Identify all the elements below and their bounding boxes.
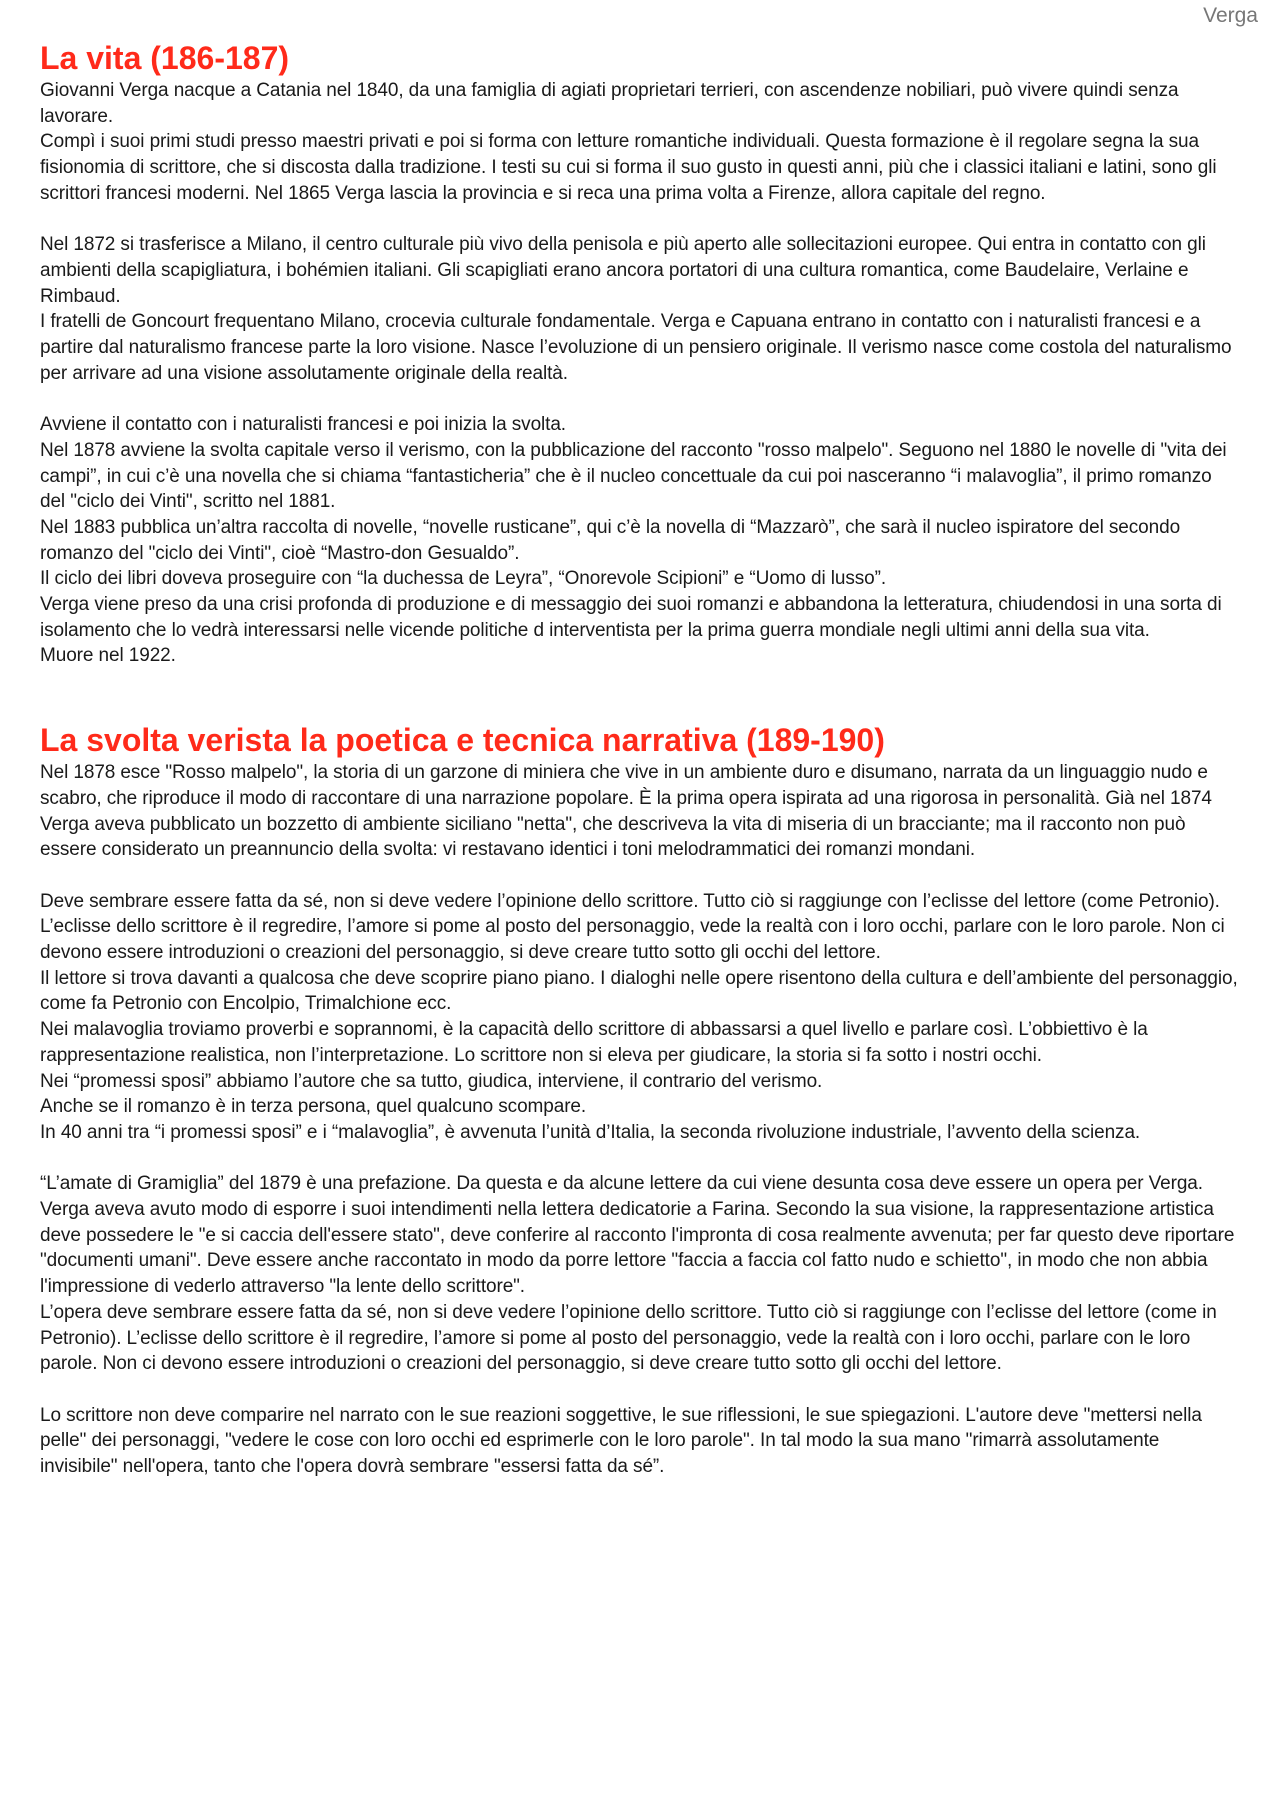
paragraph-spacer: [40, 386, 1240, 412]
paragraph: Anche se il romanzo è in terza persona, quel qualcuno scompare.: [40, 1096, 587, 1118]
paragraph: I fratelli de Goncourt frequentano Milano, crocevia culturale fondamentale. Verga e Capuana entrano in contatto con i naturalisti francesi e a partire dal naturalismo francese parte la loro visione. Nasce l’evoluzione di un pensiero originale. Il verismo nasce come costola del naturalismo per arrivare ad una visione assolutamente originale della realtà.: [40, 311, 1232, 384]
paragraph: Il lettore si trova davanti a qualcosa che deve scoprire piano piano. I dialoghi nelle opere risentono della cultura e dell’ambiente del personaggio, come fa Petronio con Encolpio, Trimalchione ecc.: [40, 967, 1238, 1015]
paragraph: Lo scrittore non deve comparire nel narrato con le sue reazioni soggettive, le sue riflessioni, le sue spiegazioni. L'autore deve "mettersi nella pelle" dei personaggi, "vedere le cose con loro occhi ed esprimerle con le loro parole". In tal modo la sua mano "rimarrà assolutamente invisibile" nell'opera, tanto che l'opera dovrà sembrare "essersi fatta da sé”.: [40, 1404, 1202, 1478]
paragraph: Nei malavoglia troviamo proverbi e soprannomi, è la capacità dello scrittore di abbassarsi a quel livello e parlare così. L’obbiettivo è la rappresentazione realistica, non l’interpretazione. Lo scrittore non si eleva per giudicare, la storia si fa sotto i nostri occhi.: [40, 1019, 1148, 1066]
paragraph: In 40 anni tra “i promessi sposi” e i “malavoglia”, è avvenuta l’unità d’Italia, la seconda rivoluzione industriale, l’avvento della scienza.: [40, 1121, 1141, 1143]
paragraph-spacer: [40, 1377, 1240, 1403]
section-svolta-verista: [40, 720, 1240, 1480]
section-la-vita: [40, 38, 1240, 669]
paragraph-spacer: [40, 1146, 1240, 1172]
paragraph: Nel 1878 avviene la svolta capitale verso il verismo, con la pubblicazione del racconto "rosso malpelo". Seguono nel 1880 le novelle di "vita dei campi”, in cui c’è una novella che si chiama “fantasticheria” che è il nucleo concettuale da cui poi nasceranno “i malavoglia”, il primo romanzo del "ciclo dei Vinti", scritto nel 1881.: [40, 439, 1227, 513]
section-body-la-vita: [40, 78, 1240, 669]
paragraph: Avviene il contatto con i naturalisti francesi e poi inizia la svolta.: [40, 414, 566, 436]
paragraph: “L’amate di Gramiglia” del 1879 è una prefazione. Da questa e da alcune lettere da cui viene desunta cosa deve essere un opera per Verga.: [40, 1173, 1203, 1195]
paragraph: Nel 1883 pubblica un’altra raccolta di novelle, “novelle rusticane”, qui c’è la novella di “Mazzarò”, che sarà il nucleo ispiratore del secondo romanzo del "ciclo dei Vinti", cioè “Mastro-don Gesualdo”.: [40, 516, 1181, 564]
section-title-svolta-verista: La svolta verista la poetica e tecnica narrativa (189-190): [40, 722, 885, 759]
paragraph: Nei “promessi sposi” abbiamo l’autore che sa tutto, giudica, interviene, il contrario del verismo.: [40, 1070, 823, 1092]
paragraph: Il ciclo dei libri doveva proseguire con “la duchessa de Leyra”, “Onorevole Scipioni” e “Uomo di lusso”.: [40, 568, 887, 590]
paragraph: L’opera deve sembrare essere fatta da sé, non si deve vedere l’opinione dello scrittore. Tutto ciò si raggiunge con l’eclisse del lettore (come in Petronio). L’eclisse dello scrittore è il regredire, l’amore si pome al posto del personaggio, vede la realtà con i loro occhi, parlare con le loro parole. Non ci devono essere introduzioni o creazioni del personaggio, si deve creare tutto sotto gli occhi del lettore.: [40, 1301, 1217, 1375]
paragraph: Giovanni Verga nacque a Catania nel 1840, da una famiglia di agiati proprietari terrieri, con ascendenze nobiliari, può vivere quindi senza lavorare.: [40, 80, 1179, 127]
paragraph: Muore nel 1922.: [40, 645, 176, 667]
paragraph: Verga aveva avuto modo di esporre i suoi intendimenti nella lettera dedicatorie a Farina. Secondo la sua visione, la rappresentazione artistica deve possedere le "e si caccia dell'essere stato", deve conferire al racconto l'impronta di cosa realmente avvenuta; per far questo deve riportare "documenti umani". Deve essere anche raccontato in modo da porre lettore "faccia a faccia col fatto nudo e schietto", in modo che non abbia l'impressione di vederlo attraverso "la lente dello scrittore".: [40, 1199, 1235, 1298]
paragraph: Verga viene preso da una crisi profonda di produzione e di messaggio dei suoi romanzi e abbandona la letteratura, chiudendosi in una sorta di isolamento che lo vedrà interessarsi nelle vicende politiche d interventista per la prima guerra mondiale negli ultimi anni della sua vita.: [40, 594, 1222, 641]
section-body-svolta-verista: [40, 760, 1240, 1480]
paragraph-spacer: [40, 207, 1240, 233]
document-body: [40, 38, 1240, 1480]
section-title-la-vita: La vita (186-187): [40, 40, 290, 76]
paragraph: Nel 1878 esce "Rosso malpelo", la storia di un garzone di miniera che vive in un ambiente duro e disumano, narrata da un linguaggio nudo e scabro, che riproduce il modo di raccontare di una narrazione popolare. È la prima opera ispirata ad una rigorosa in personalità. Già nel 1874 Verga aveva pubblicato un bozzetto di ambiente siciliano "netta", che descriveva la vita di miseria di un bracciante; ma il racconto non può essere considerato un preannuncio della svolta: vi restavano identici i toni melodrammatici dei romanzi mondani.: [40, 762, 1212, 861]
paragraph: Nel 1872 si trasferisce a Milano, il centro culturale più vivo della penisola e più aperto alle sollecitazioni europee. Qui entra in contatto con gli ambienti della scapigliatura, i bohémien italiani. Gli scapigliati erano ancora portatori di una cultura romantica, come Baudelaire, Verlaine e Rimbaud.: [40, 234, 1206, 307]
running-header: Verga: [1203, 4, 1258, 27]
paragraph: Compì i suoi primi studi presso maestri privati e poi si forma con letture romantiche individuali. Questa formazione è il regolare segna la sua fisionomia di scrittore, che si discosta dalla tradizione. I testi su cui si forma il suo gusto in questi anni, più che i classici italiani e latini, sono gli scrittori francesi moderni. Nel 1865 Verga lascia la provincia e si reca una prima volta a Firenze, allora capitale del regno.: [40, 131, 1217, 204]
paragraph-spacer: [40, 863, 1240, 889]
paragraph: Deve sembrare essere fatta da sé, non si deve vedere l’opinione dello scrittore. Tutto ciò si raggiunge con l’eclisse del lettore (come Petronio). L’eclisse dello scrittore è il regredire, l’amore si pome al posto del personaggio, vede la realtà con i loro occhi, parlare con le loro parole. Non ci devono essere introduzioni o creazioni del personaggio, si deve creare tutto sotto gli occhi del lettore.: [40, 890, 1225, 964]
